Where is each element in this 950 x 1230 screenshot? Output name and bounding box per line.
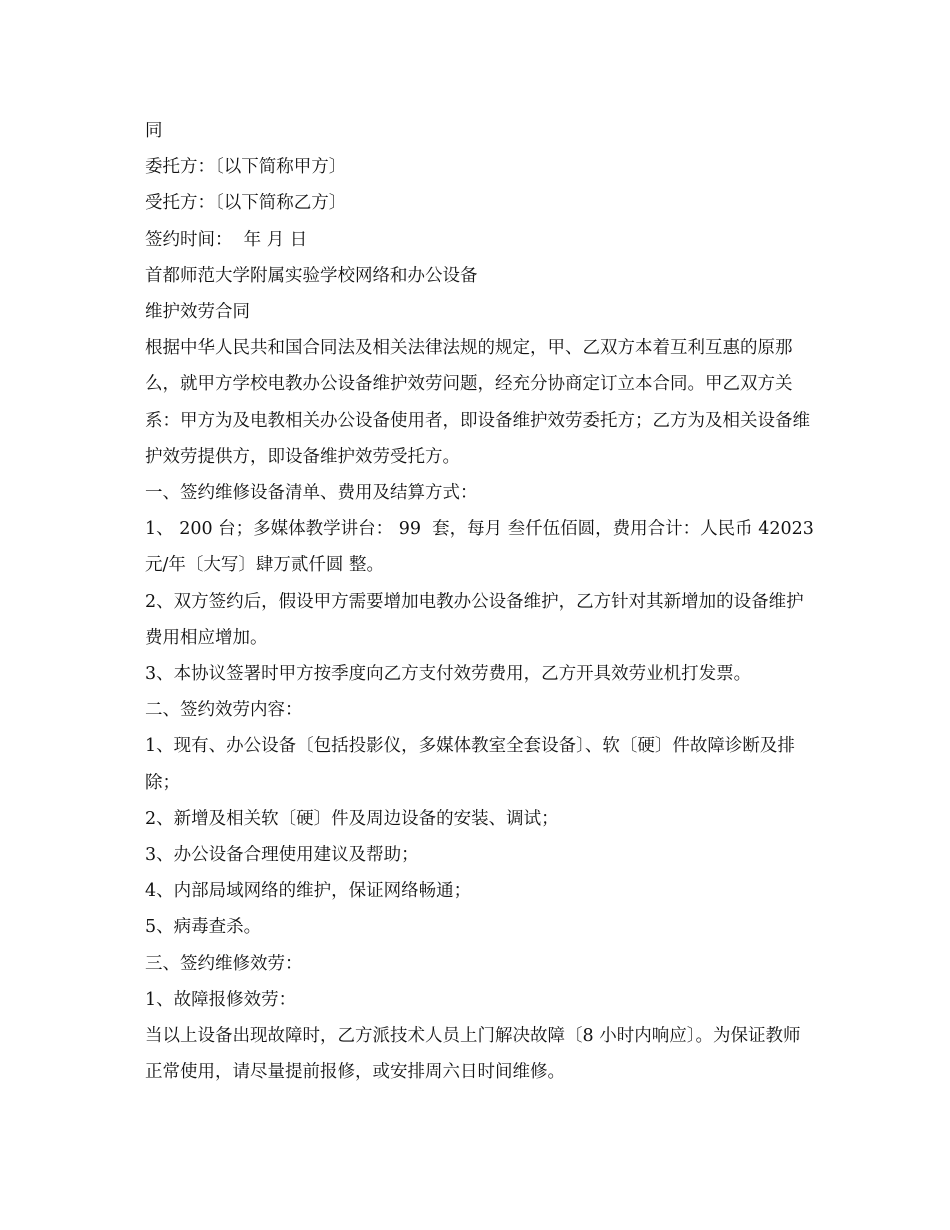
- section-2-item-5: 5、病毒查杀。: [145, 917, 262, 938]
- section-1-item-2: 2、双方签约后，假设甲方需要增加电教办公设备维护，乙方针对其新增加的设备维护费用相应增加。: [145, 591, 804, 648]
- school-name-heading: 首都师范大学附属实验学校网络和办公设备: [145, 265, 478, 286]
- section-2-item-1: 1、现有、办公设备〔包括投影仪，多媒体教室全套设备〕、软〔硬〕件故障诊断及排除；: [145, 736, 795, 793]
- contract-title: 维护效劳合同: [145, 302, 250, 323]
- section-2-item-3: 3、办公设备合理使用建议及帮助；: [145, 845, 419, 866]
- section-3-item-1-body: 当以上设备出现故障时，乙方派技术人员上门解决故障〔8 小时内响应〕。为保证教师正常使用，请尽量提前报修，或安排周六日时间维修。: [145, 1026, 801, 1083]
- section-3-item-1: 1、故障报修效劳：: [145, 989, 297, 1010]
- contractor-line: 受托方：〔以下简称乙方〕: [145, 193, 347, 214]
- document-body: [145, 113, 820, 1090]
- section-2-heading: 二、签约效劳内容：: [145, 700, 303, 721]
- title-fragment: 同: [145, 121, 163, 141]
- client-line: 委托方：〔以下简称甲方〕: [145, 157, 347, 178]
- signing-date-line: 签约时间： 年 月 日: [145, 229, 308, 250]
- section-1-item-3: 3、本协议签署时甲方按季度向乙方支付效劳费用，乙方开具效劳业机打发票。: [145, 664, 752, 685]
- intro-paragraph: 根据中华人民共和国合同法及相关法律法规的规定，甲、乙双方本着互利互惠的原那么，就甲方学校电教办公设备维护效劳问题，经充分协商定订立本合同。甲乙双方关系：甲方为及电教相关办公设备使用者，即设备维护效劳委托方；乙方为及相关设备维护效劳提供方，即设备维护效劳受托方。: [145, 338, 810, 467]
- section-3-heading: 三、签约维修效劳：: [145, 953, 303, 974]
- section-1-item-1: 1、 200 台；多媒体教学讲台： 99 套，每月 叁仟伍佰圆，费用合计：人民币 42023 元/年〔大写〕肆万贰仟圆 整。: [145, 519, 820, 576]
- section-2-item-2: 2、新增及相关软〔硬〕件及周边设备的安装、调试；: [145, 808, 559, 829]
- section-1-heading: 一、签约维修设备清单、费用及结算方式：: [145, 483, 478, 504]
- section-2-item-4: 4、内部局域网络的维护，保证网络畅通；: [145, 881, 472, 902]
